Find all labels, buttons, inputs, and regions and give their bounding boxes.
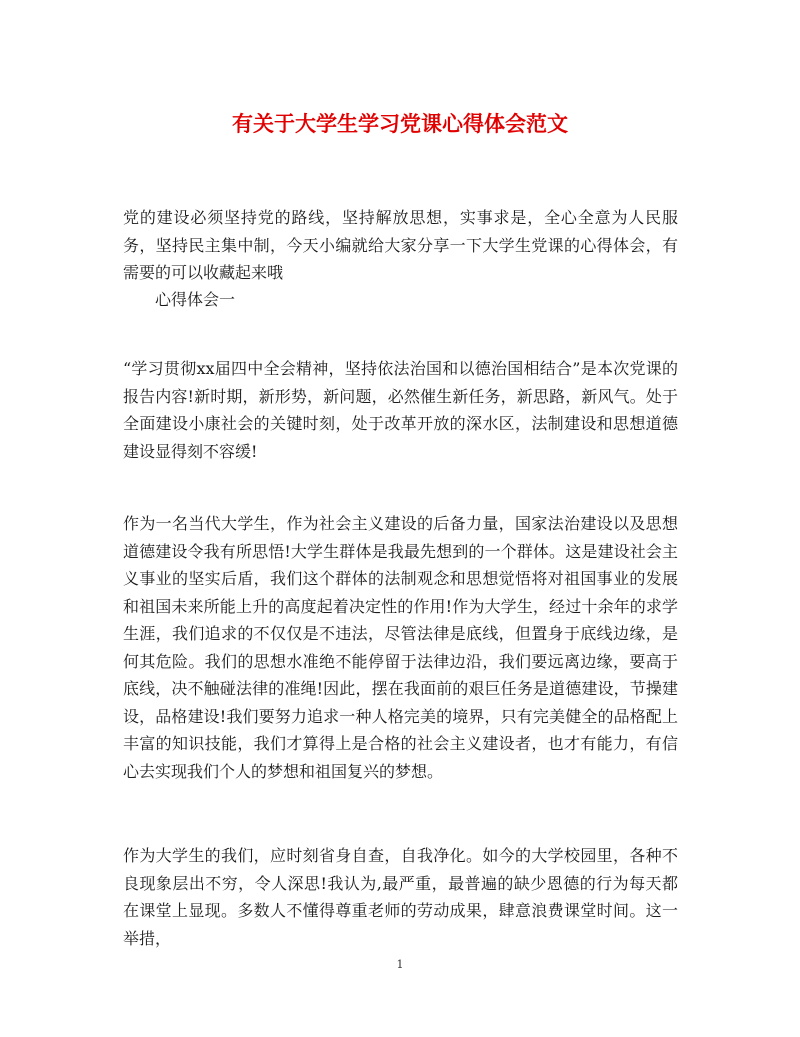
paragraph-2: 作为一名当代大学生，作为社会主义建设的后备力量，国家法治建设以及思想道德建设令我有所思悟!大学生群体是我最先想到的一个群体。这是建设社会主义事业的坚实后盾，我们这个群体的法制观念和思想觉悟将对祖国事业的发展和祖国未来所能上升的高度起着决定性的作用!作为大学生，经过十余年的求学生涯，我们追求的不仅仅是不违法，尽管法律是底线，但置身于底线边缘，是何其危险。我们的思想水准绝不能停留于法律边沿，我们要远离边缘，要高于底线，决不触碰法律的准绳!因此，摆在我面前的艰巨任务是道德建设，节操建设，品格建设!我们要努力追求一种人格完美的境界，只有完美健全的品格配上丰富的知识技能，我们才算得上是合格的社会主义建设者，也才有能力，有信心去实现我们个人的梦想和祖国复兴的梦想。	[123, 514, 678, 781]
paragraph-3: 作为大学生的我们，应时刻省身自查，自我净化。如今的大学校园里，各种不良现象层出不穷，令人深思!我认为,最严重，最普遍的缺少恩德的行为每天都在课堂上显现。多数人不懂得尊重老师的劳动成果，肆意浪费课堂时间。这一举措，	[123, 846, 678, 948]
page-number: 1	[396, 958, 404, 971]
section-heading: 心得体会一	[155, 290, 236, 309]
intro-paragraph: 党的建设必须坚持党的路线，坚持解放思想，实事求是，全心全意为人民服务，坚持民主集中制，今天小编就给大家分享一下大学生党课的心得体会，有需要的可以收藏起来哦	[123, 208, 678, 282]
paragraph-1: “学习贯彻xx届四中全会精神，坚持依法治国和以德治国相结合”是本次党课的报告内容!新时期，新形势，新问题，必然催生新任务，新思路，新风气。处于全面建设小康社会的关键时刻，处于改革开放的深水区，法制建设和思想道德建设显得刻不容缓!	[123, 359, 678, 461]
document-title: 有关于大学生学习党课心得体会范文	[232, 111, 568, 136]
